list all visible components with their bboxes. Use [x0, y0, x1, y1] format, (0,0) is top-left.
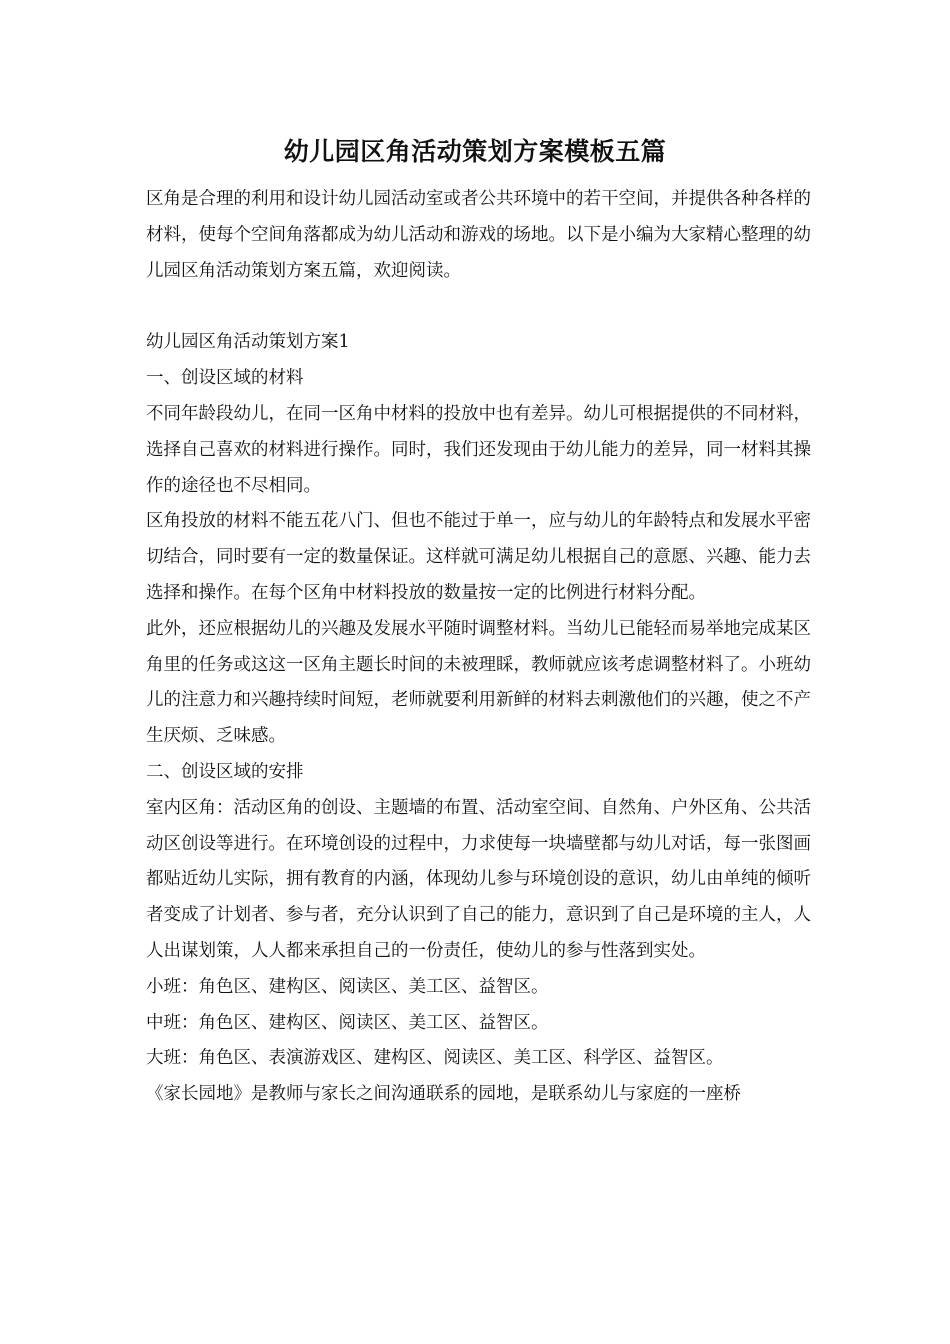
- middle-class-line: 中班：角色区、建构区、阅读区、美工区、益智区。: [146, 1012, 549, 1033]
- materials-paragraph-1: 不同年龄段幼儿，在同一区角中材料的投放中也有差异。幼儿可根据提供的不同材料，选择自己喜欢的材料进行操作。同时，我们还发现由于幼儿能力的差异，同一材料其操作的途径也不尽相同。: [146, 403, 811, 496]
- materials-paragraph-3: 此外，还应根据幼儿的兴趣及发展水平随时调整材料。当幼儿已能轻而易举地完成某区角里的任务或这这一区角主题长时间的未被理睬，教师就应该考虑调整材料了。小班幼儿的注意力和兴趣持续时间短，老师就要利用新鲜的材料去刺激他们的兴趣，使之不产生厌烦、乏味感。: [146, 618, 811, 747]
- document-title: 幼儿园区角活动策划方案模板五篇: [283, 137, 667, 166]
- parents-garden-paragraph: 《家长园地》是教师与家长之间沟通联系的园地，是联系幼儿与家庭的一座桥: [146, 1084, 741, 1105]
- materials-paragraph-2: 区角投放的材料不能五花八门、但也不能过于单一，应与幼儿的年龄特点和发展水平密切结合，同时要有一定的数量保证。这样就可满足幼儿根据自己的意愿、兴趣、能力去选择和操作。在每个区角中材料投放的数量按一定的比例进行材料分配。: [146, 511, 811, 603]
- section-heading: 幼儿园区角活动策划方案1: [146, 332, 350, 353]
- part-heading-materials: 一、创设区域的材料: [146, 368, 304, 389]
- document-body: [146, 182, 811, 1113]
- part-heading-arrangement: 二、创设区域的安排: [146, 761, 304, 782]
- blank-line: [146, 289, 811, 325]
- large-class-line: 大班：角色区、表演游戏区、建构区、阅读区、美工区、科学区、益智区。: [146, 1048, 724, 1069]
- small-class-line: 小班：角色区、建构区、阅读区、美工区、益智区。: [146, 976, 549, 997]
- arrangement-paragraph: 室内区角：活动区角的创设、主题墙的布置、活动室空间、自然角、户外区角、公共活动区创设等进行。在环境创设的过程中，力求使每一块墙壁都与幼儿对话，每一张图画都贴近幼儿实际，拥有教育的内涵，体现幼儿参与环境创设的意识，幼儿由单纯的倾听者变成了计划者、参与者，充分认识到了自己的能力，意识到了自己是环境的主人，人人出谋划策，人人都来承担自己的一份责任，使幼儿的参与性落到实处。: [146, 797, 811, 961]
- intro-paragraph: 区角是合理的利用和设计幼儿园活动室或者公共环境中的若干空间，并提供各种各样的材料，使每个空间角落都成为幼儿活动和游戏的场地。以下是小编为大家精心整理的幼儿园区角活动策划方案五篇，欢迎阅读。: [146, 189, 811, 281]
